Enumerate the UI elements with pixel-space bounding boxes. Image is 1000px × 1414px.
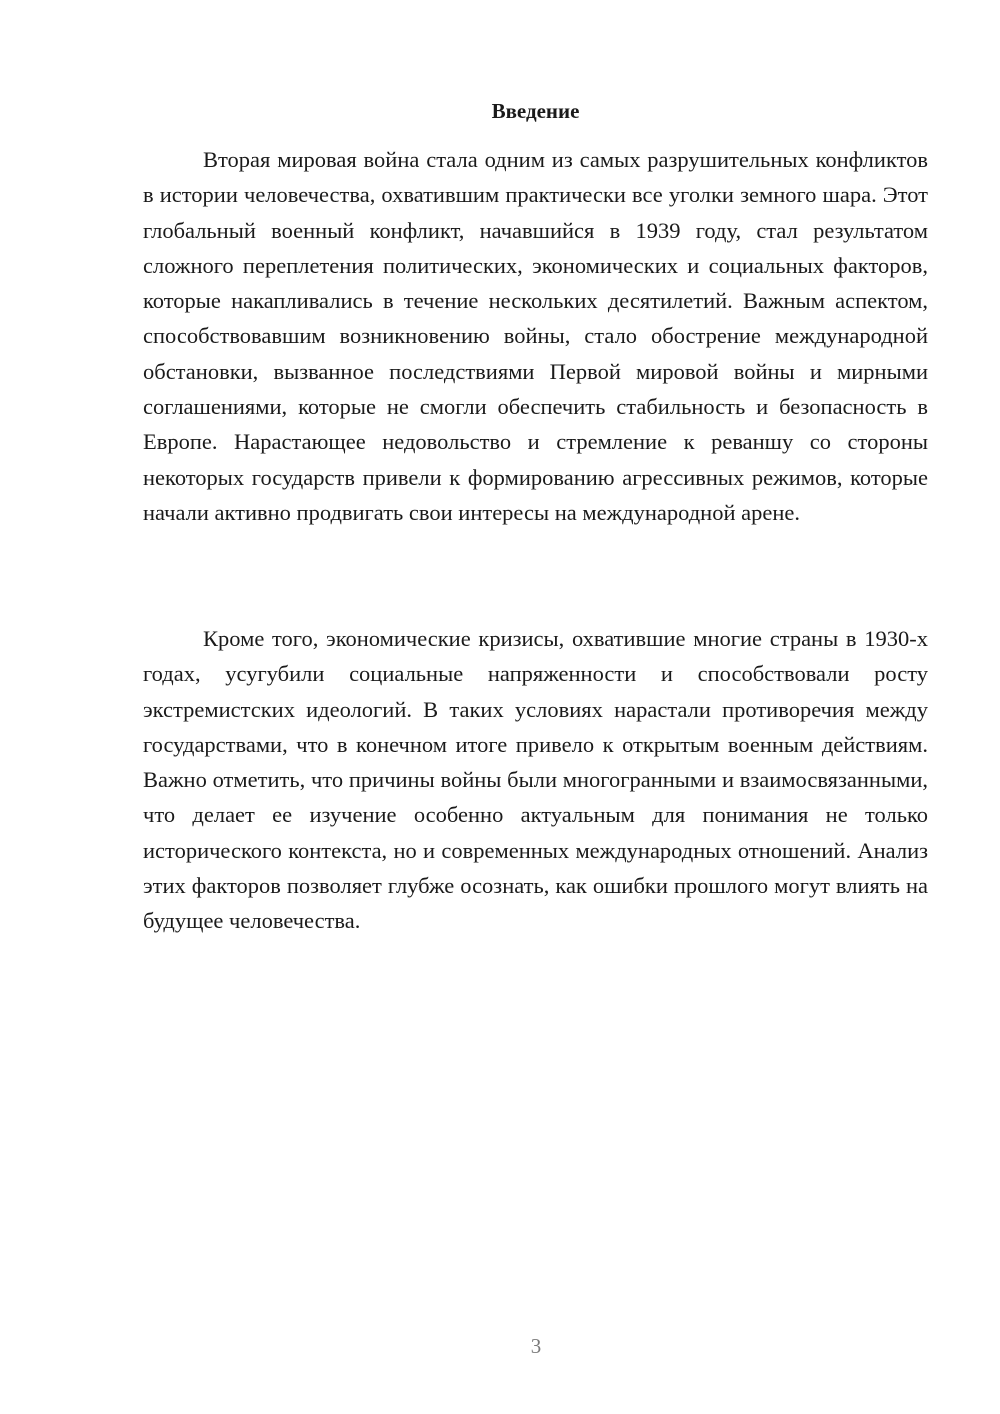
- paragraph-2: Кроме того, экономические кризисы, охватившие многие страны в 1930-х годах, усугубили социальные напряженности и способствовали росту экстремистских идеологий. В таких условиях нарастали противоречия между государствами, что в конечном итоге привело к открытым военным действиям. Важно отметить, что причины войны были многогранными и взаимосвязанными, что делает ее изучение особенно актуальным для понимания не только исторического контекста, но и современных международных отношений. Анализ этих факторов позволяет глубже осознать, как ошибки прошлого могут влиять на будущее человечества.: [143, 626, 928, 934]
- page-number: 3: [530, 1334, 542, 1358]
- paragraph-1: Вторая мировая война стала одним из самых разрушительных конфликтов в истории человечества, охватившим практически все уголки земного шара. Этот глобальный военный конфликт, начавшийся в 1939 году, стал результатом сложного переплетения политических, экономических и социальных факторов, которые накапливались в течение нескольких десятилетий. Важным аспектом, способствовавшим возникновению войны, стало обострение международной обстановки, вызванное последствиями Первой мировой войны и мирными соглашениями, которые не смогли обеспечить стабильность и безопасность в Европе. Нарастающее недовольство и стремление к реваншу со стороны некоторых государств привели к формированию агрессивных режимов, которые начали активно продвигать свои интересы на международной арене.: [143, 147, 928, 525]
- page-title: Введение: [491, 99, 580, 123]
